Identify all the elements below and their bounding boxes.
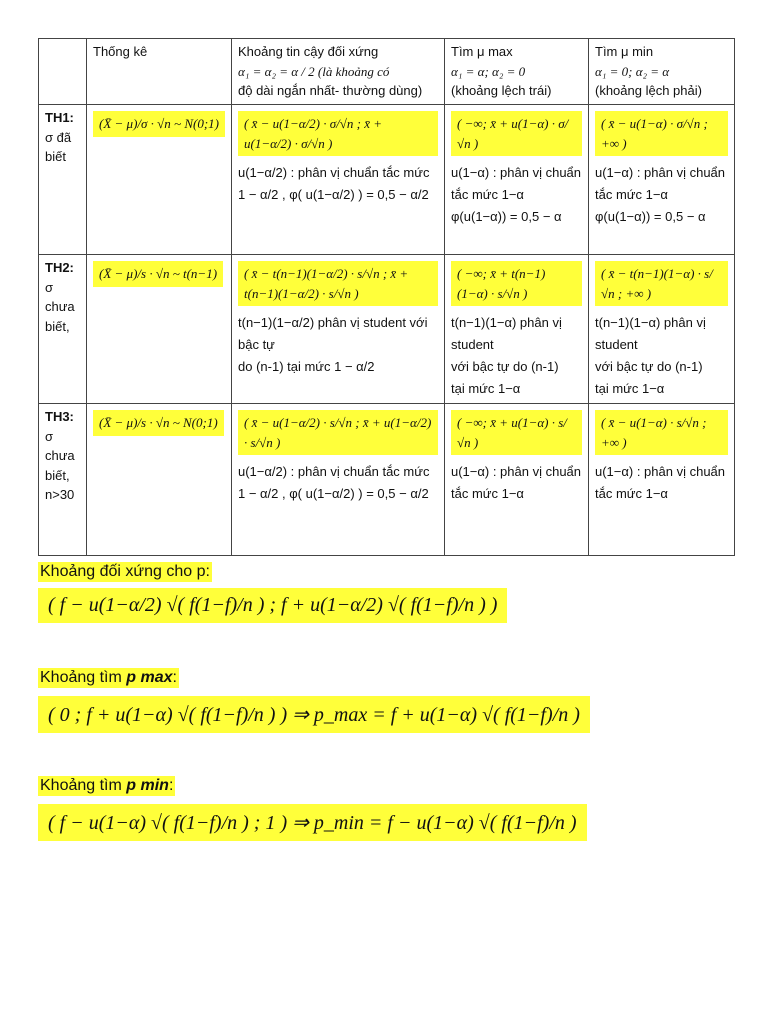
- row-label-line: σ đã: [45, 129, 72, 145]
- header-min: [589, 39, 735, 105]
- row-label-line: biết,: [45, 467, 70, 483]
- statistics-table: [38, 38, 735, 556]
- header-min-line: Tìm μ min: [595, 44, 654, 59]
- row-label-line: σ: [45, 428, 54, 444]
- section-title-p-min: [38, 776, 175, 796]
- row-label-case: TH3:: [45, 409, 74, 425]
- max-cell: [445, 404, 589, 556]
- max-formula: ( −∞; x̄ + u(1−α) · σ/√n ): [451, 111, 582, 156]
- symmetric-note-line: 1 − α/2 , φ( u(1−α/2) ) = 0,5 − α/2: [238, 187, 429, 203]
- section-title-suffix: :: [172, 669, 177, 686]
- max-note-line: u(1−α) : phân vị chuẩn: [451, 165, 582, 180]
- min-note-line: tắc mức 1−α: [595, 486, 668, 502]
- min-note-line: t(n−1)(1−α) phân vị student: [595, 315, 706, 353]
- header-max-line: (khoảng lệch trái): [451, 83, 552, 98]
- header-symmetric-line: Khoảng tin cậy đối xứng: [238, 44, 379, 59]
- stat-formula: (X̄ − μ)/σ · √n ~ N(0;1): [93, 111, 225, 137]
- max-cell: [445, 255, 589, 404]
- section-title-suffix: :: [168, 777, 174, 794]
- min-note-line: φ(u(1−α)) = 0,5 − α: [595, 209, 706, 225]
- symmetric-note-line: u(1−α/2) : phân vị chuẩn tắc mức: [238, 464, 430, 480]
- section-title-text: Khoảng tìm: [40, 777, 127, 794]
- header-max-line: α₁ = α; α₂ = 0: [451, 63, 526, 79]
- section-title-text: Khoảng tìm: [40, 669, 127, 686]
- table-row: [39, 404, 735, 556]
- section-title-symmetric-p: [38, 562, 212, 582]
- corner-cell: [39, 39, 87, 105]
- max-note-line: t(n−1)(1−α) phân vị student: [451, 315, 562, 353]
- min-note-line: với bậc tự do (n-1): [595, 359, 703, 375]
- min-note-line: u(1−α) : phân vị chuẩn: [595, 165, 726, 180]
- stat-cell: [87, 404, 232, 556]
- max-note-line: tắc mức 1−α: [451, 187, 524, 203]
- max-formula: ( −∞; x̄ + t(n−1)(1−α) · s/√n ): [451, 261, 582, 306]
- min-note-line: tắc mức 1−α: [595, 187, 668, 203]
- row-label-case: TH1:: [45, 110, 74, 125]
- row-label: [39, 255, 87, 404]
- section-title-emph: p min: [126, 777, 169, 794]
- section-title-text: Khoảng đối xứng cho p:: [40, 563, 210, 580]
- symmetric-cell: [232, 404, 445, 556]
- symmetric-cell: [232, 105, 445, 255]
- symmetric-note-line: t(n−1)(1−α/2) phân vị student với bậc tự: [238, 315, 428, 353]
- section-title-emph: p max: [126, 669, 173, 686]
- min-cell: [589, 404, 735, 556]
- max-note-line: tắc mức 1−α: [451, 486, 524, 502]
- min-formula: ( x̄ − u(1−α) · σ/√n ; +∞ ): [595, 111, 728, 156]
- stat-formula: (X̄ − μ)/s · √n ~ t(n−1): [93, 261, 223, 287]
- min-formula: ( x̄ − u(1−α) · s/√n ; +∞ ): [595, 410, 728, 455]
- table-row: [39, 255, 735, 404]
- max-formula: ( −∞; x̄ + u(1−α) · s/√n ): [451, 410, 582, 455]
- row-label-line: σ: [45, 279, 54, 295]
- header-max-line: Tìm μ max: [451, 44, 513, 59]
- max-note-line: φ(u(1−α)) = 0,5 − α: [451, 209, 562, 225]
- stat-cell: [87, 255, 232, 404]
- header-symmetric: [232, 39, 445, 105]
- max-note-line: với bậc tự do (n-1): [451, 359, 559, 375]
- row-label-line: chưa: [45, 299, 75, 314]
- stat-formula: (X̄ − μ)/s · √n ~ N(0;1): [93, 410, 224, 436]
- max-note-line: tại mức 1−α: [451, 381, 521, 397]
- min-cell: [589, 105, 735, 255]
- symmetric-note-line: 1 − α/2 , φ( u(1−α/2) ) = 0,5 − α/2: [238, 486, 429, 502]
- min-note-line: u(1−α) : phân vị chuẩn: [595, 464, 726, 480]
- row-label-line: chưa: [45, 448, 75, 464]
- row-label-line: biết,: [45, 318, 70, 334]
- max-cell: [445, 105, 589, 255]
- header-stat: Thống kê: [87, 39, 232, 105]
- symmetric-note-line: u(1−α/2) : phân vị chuẩn tắc mức: [238, 165, 430, 180]
- row-label-line: biết: [45, 149, 66, 164]
- min-cell: [589, 255, 735, 404]
- symmetric-formula: ( x̄ − u(1−α/2) · s/√n ; x̄ + u(1−α/2) · s/√n ): [238, 410, 438, 455]
- row-label-line: n>30: [45, 487, 75, 503]
- min-formula: ( x̄ − t(n−1)(1−α) · s/√n ; +∞ ): [595, 261, 728, 306]
- formula-p-min: ( f − u(1−α) √( f(1−f)/n ) ; 1 ) ⇒ p_min = f − u(1−α) √( f(1−f)/n ): [38, 804, 587, 841]
- symmetric-formula: ( x̄ − u(1−α/2) · σ/√n ; x̄ + u(1−α/2) · σ/√n ): [238, 111, 438, 156]
- symmetric-note-line: do (n-1) tại mức 1 − α/2: [238, 359, 375, 375]
- section-title-p-max: [38, 668, 179, 688]
- header-min-line: α₁ = 0; α₂ = α: [595, 63, 670, 79]
- symmetric-formula: ( x̄ − t(n−1)(1−α/2) · s/√n ; x̄ + t(n−1)(1−α/2) · s/√n ): [238, 261, 438, 306]
- max-note-line: u(1−α) : phân vị chuẩn: [451, 464, 582, 480]
- formula-p-max: ( 0 ; f + u(1−α) √( f(1−f)/n ) ) ⇒ p_max = f + u(1−α) √( f(1−f)/n ): [38, 696, 590, 733]
- symmetric-cell: [232, 255, 445, 404]
- header-min-line: (khoảng lệch phải): [595, 83, 702, 98]
- header-row: [39, 39, 735, 105]
- header-max: [445, 39, 589, 105]
- min-note-line: tại mức 1−α: [595, 381, 665, 397]
- row-label: [39, 404, 87, 556]
- stat-cell: [87, 105, 232, 255]
- header-symmetric-line: độ dài ngắn nhất- thường dùng): [238, 83, 423, 98]
- header-symmetric-line: α₁ = α₂ = α / 2 (là khoảng có: [238, 63, 390, 79]
- table-row: [39, 105, 735, 255]
- formula-symmetric-p: ( f − u(1−α/2) √( f(1−f)/n ) ; f + u(1−α/2) √( f(1−f)/n ) ): [38, 588, 507, 623]
- row-label: [39, 105, 87, 255]
- row-label-case: TH2:: [45, 260, 74, 275]
